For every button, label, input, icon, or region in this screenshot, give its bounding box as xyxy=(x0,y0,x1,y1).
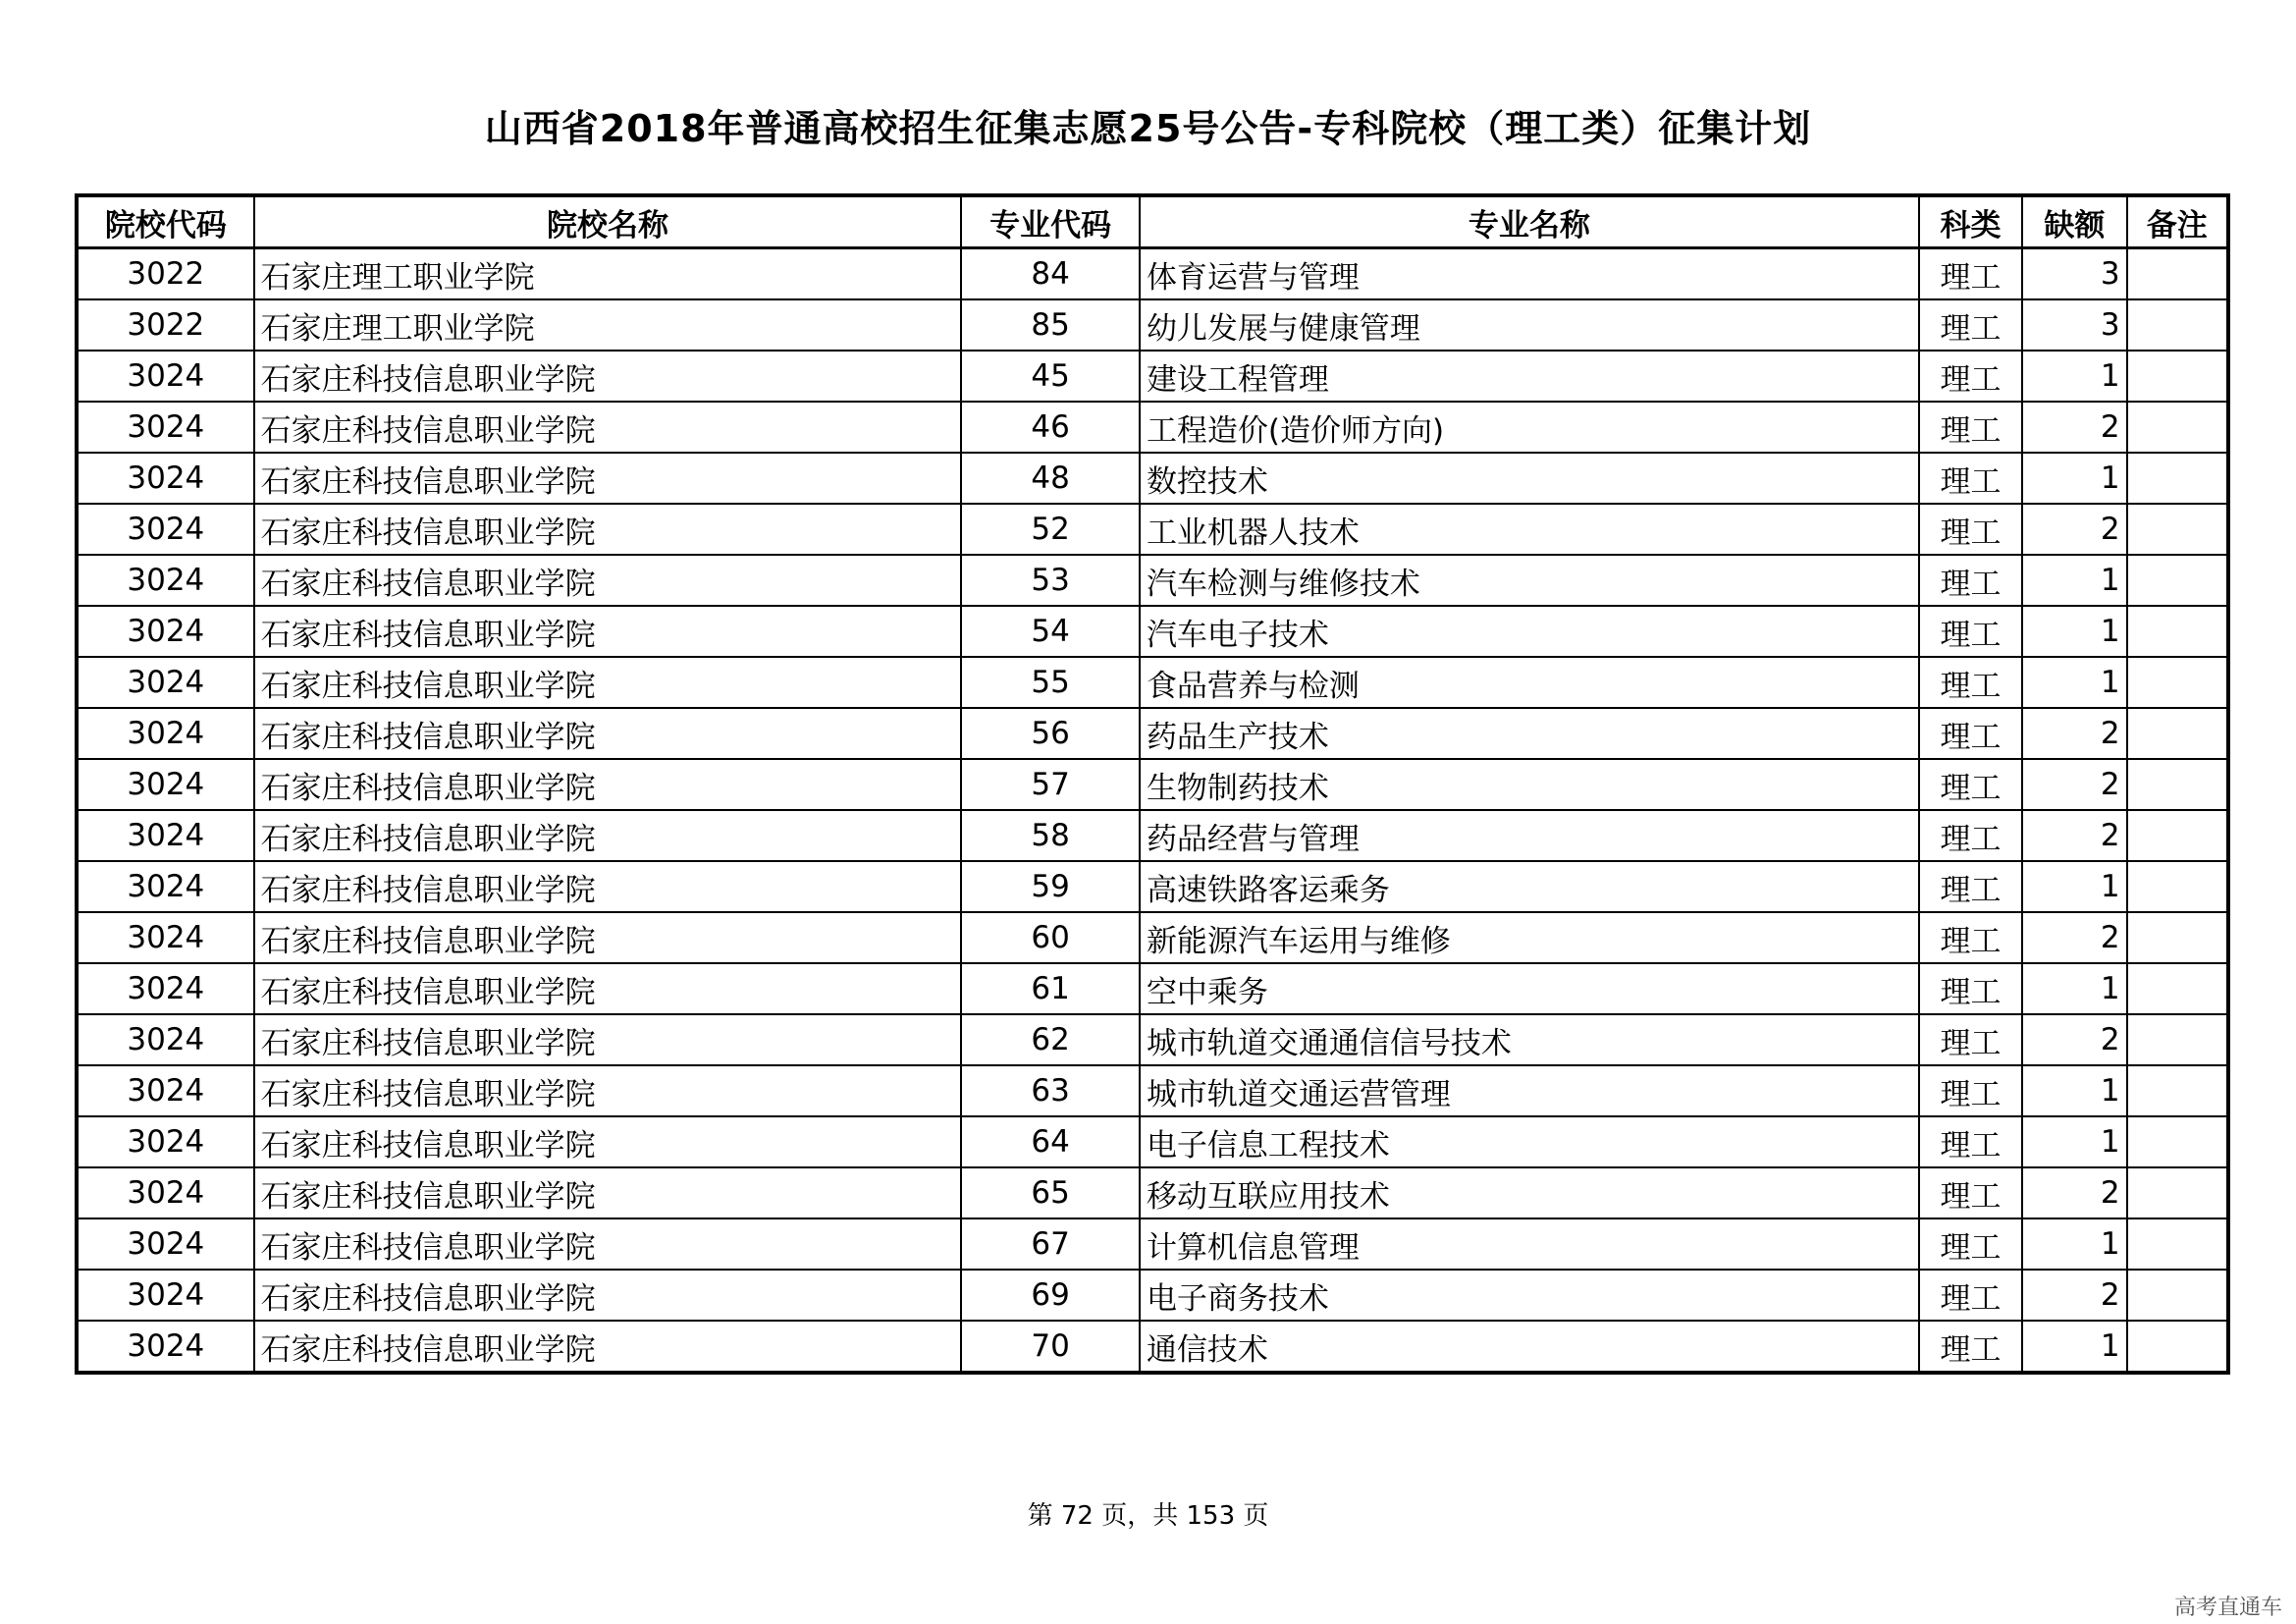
vacancy-cell: 1 xyxy=(2022,606,2126,657)
table-row xyxy=(77,402,2228,453)
table-row xyxy=(77,1065,2228,1116)
major-code-cell: 84 xyxy=(961,248,1140,300)
major-name-cell: 通信技术 xyxy=(1140,1321,1919,1373)
header-major-code: 专业代码 xyxy=(961,195,1140,248)
header-remarks: 备注 xyxy=(2127,195,2228,248)
table-row xyxy=(77,1116,2228,1167)
watermark: 高考直通车 xyxy=(2173,1596,2282,1620)
category-cell: 理工 xyxy=(1919,299,2022,351)
table-row xyxy=(77,453,2228,504)
school-name-cell: 石家庄科技信息职业学院 xyxy=(254,1321,962,1373)
vacancy-cell: 1 xyxy=(2022,963,2126,1014)
category-cell: 理工 xyxy=(1919,963,2022,1014)
major-code-cell: 56 xyxy=(961,708,1140,759)
vacancy-cell: 3 xyxy=(2022,248,2126,300)
header-vacancy: 缺额 xyxy=(2022,195,2126,248)
remarks-cell xyxy=(2127,1218,2228,1270)
vacancy-cell: 2 xyxy=(2022,1167,2126,1218)
major-name-cell: 体育运营与管理 xyxy=(1140,248,1919,300)
major-name-cell: 食品营养与检测 xyxy=(1140,657,1919,708)
major-code-cell: 57 xyxy=(961,759,1140,810)
major-name-cell: 药品生产技术 xyxy=(1140,708,1919,759)
table-row xyxy=(77,555,2228,606)
school-code-cell: 3024 xyxy=(77,1014,254,1065)
school-name-cell: 石家庄科技信息职业学院 xyxy=(254,657,962,708)
table-row xyxy=(77,1321,2228,1373)
school-code-cell: 3024 xyxy=(77,708,254,759)
table-row xyxy=(77,1014,2228,1065)
school-code-cell: 3024 xyxy=(77,351,254,402)
page-number: 第 72 页，共 153 页 xyxy=(1027,1501,1269,1531)
category-cell: 理工 xyxy=(1919,1014,2022,1065)
major-code-cell: 45 xyxy=(961,351,1140,402)
table-header-row xyxy=(77,195,2228,248)
remarks-cell xyxy=(2127,1270,2228,1321)
major-name-cell: 高速铁路客运乘务 xyxy=(1140,861,1919,912)
category-cell: 理工 xyxy=(1919,708,2022,759)
school-code-cell: 3024 xyxy=(77,1270,254,1321)
major-name-cell: 新能源汽车运用与维修 xyxy=(1140,912,1919,963)
category-cell: 理工 xyxy=(1919,759,2022,810)
table-row xyxy=(77,657,2228,708)
school-code-cell: 3024 xyxy=(77,1167,254,1218)
major-code-cell: 61 xyxy=(961,963,1140,1014)
remarks-cell xyxy=(2127,1116,2228,1167)
remarks-cell xyxy=(2127,504,2228,555)
school-code-cell: 3024 xyxy=(77,1116,254,1167)
remarks-cell xyxy=(2127,759,2228,810)
vacancy-cell: 1 xyxy=(2022,453,2126,504)
table-row xyxy=(77,708,2228,759)
school-code-cell: 3024 xyxy=(77,606,254,657)
vacancy-cell: 2 xyxy=(2022,810,2126,861)
school-code-cell: 3024 xyxy=(77,402,254,453)
table-row xyxy=(77,1270,2228,1321)
vacancy-cell: 1 xyxy=(2022,1065,2126,1116)
remarks-cell xyxy=(2127,963,2228,1014)
table-row xyxy=(77,1167,2228,1218)
remarks-cell xyxy=(2127,1167,2228,1218)
page-title: 山西省2018年普通高校招生征集志愿25号公告-专科院校（理工类）征集计划 xyxy=(484,107,1812,150)
school-code-cell: 3024 xyxy=(77,1065,254,1116)
header-school-code: 院校代码 xyxy=(77,195,254,248)
major-code-cell: 53 xyxy=(961,555,1140,606)
major-code-cell: 55 xyxy=(961,657,1140,708)
category-cell: 理工 xyxy=(1919,555,2022,606)
table-row xyxy=(77,504,2228,555)
table-row xyxy=(77,299,2228,351)
table-row xyxy=(77,606,2228,657)
table-row xyxy=(77,759,2228,810)
school-name-cell: 石家庄科技信息职业学院 xyxy=(254,606,962,657)
major-name-cell: 工业机器人技术 xyxy=(1140,504,1919,555)
major-code-cell: 60 xyxy=(961,912,1140,963)
remarks-cell xyxy=(2127,657,2228,708)
category-cell: 理工 xyxy=(1919,1167,2022,1218)
vacancy-cell: 1 xyxy=(2022,555,2126,606)
major-name-cell: 汽车电子技术 xyxy=(1140,606,1919,657)
school-code-cell: 3024 xyxy=(77,1218,254,1270)
category-cell: 理工 xyxy=(1919,657,2022,708)
vacancy-cell: 3 xyxy=(2022,299,2126,351)
category-cell: 理工 xyxy=(1919,1321,2022,1373)
table-row xyxy=(77,810,2228,861)
major-name-cell: 工程造价(造价师方向) xyxy=(1140,402,1919,453)
vacancy-cell: 1 xyxy=(2022,657,2126,708)
major-name-cell: 空中乘务 xyxy=(1140,963,1919,1014)
school-name-cell: 石家庄理工职业学院 xyxy=(254,248,962,300)
school-name-cell: 石家庄科技信息职业学院 xyxy=(254,708,962,759)
vacancy-cell: 2 xyxy=(2022,912,2126,963)
remarks-cell xyxy=(2127,912,2228,963)
major-code-cell: 69 xyxy=(961,1270,1140,1321)
vacancy-cell: 1 xyxy=(2022,1116,2126,1167)
school-name-cell: 石家庄科技信息职业学院 xyxy=(254,912,962,963)
header-major-name: 专业名称 xyxy=(1140,195,1919,248)
school-name-cell: 石家庄科技信息职业学院 xyxy=(254,453,962,504)
school-name-cell: 石家庄科技信息职业学院 xyxy=(254,861,962,912)
school-name-cell: 石家庄科技信息职业学院 xyxy=(254,1065,962,1116)
school-code-cell: 3024 xyxy=(77,453,254,504)
major-code-cell: 64 xyxy=(961,1116,1140,1167)
school-code-cell: 3024 xyxy=(77,504,254,555)
major-code-cell: 67 xyxy=(961,1218,1140,1270)
table-row xyxy=(77,963,2228,1014)
school-code-cell: 3024 xyxy=(77,555,254,606)
table-row xyxy=(77,861,2228,912)
vacancy-cell: 2 xyxy=(2022,759,2126,810)
major-code-cell: 52 xyxy=(961,504,1140,555)
major-code-cell: 62 xyxy=(961,1014,1140,1065)
vacancy-cell: 1 xyxy=(2022,861,2126,912)
school-code-cell: 3022 xyxy=(77,248,254,300)
category-cell: 理工 xyxy=(1919,606,2022,657)
vacancy-cell: 1 xyxy=(2022,1218,2126,1270)
major-name-cell: 药品经营与管理 xyxy=(1140,810,1919,861)
major-name-cell: 汽车检测与维修技术 xyxy=(1140,555,1919,606)
remarks-cell xyxy=(2127,248,2228,300)
table-row xyxy=(77,912,2228,963)
school-name-cell: 石家庄科技信息职业学院 xyxy=(254,555,962,606)
remarks-cell xyxy=(2127,1065,2228,1116)
remarks-cell xyxy=(2127,708,2228,759)
vacancy-cell: 2 xyxy=(2022,402,2126,453)
major-name-cell: 城市轨道交通通信信号技术 xyxy=(1140,1014,1919,1065)
vacancy-cell: 1 xyxy=(2022,351,2126,402)
school-code-cell: 3024 xyxy=(77,963,254,1014)
major-code-cell: 59 xyxy=(961,861,1140,912)
remarks-cell xyxy=(2127,606,2228,657)
major-name-cell: 电子信息工程技术 xyxy=(1140,1116,1919,1167)
major-name-cell: 生物制药技术 xyxy=(1140,759,1919,810)
major-code-cell: 63 xyxy=(961,1065,1140,1116)
school-name-cell: 石家庄科技信息职业学院 xyxy=(254,1014,962,1065)
major-code-cell: 85 xyxy=(961,299,1140,351)
school-code-cell: 3024 xyxy=(77,759,254,810)
header-school-name: 院校名称 xyxy=(254,195,962,248)
category-cell: 理工 xyxy=(1919,402,2022,453)
category-cell: 理工 xyxy=(1919,1116,2022,1167)
major-code-cell: 58 xyxy=(961,810,1140,861)
remarks-cell xyxy=(2127,351,2228,402)
school-name-cell: 石家庄科技信息职业学院 xyxy=(254,1270,962,1321)
table-row xyxy=(77,248,2228,300)
category-cell: 理工 xyxy=(1919,351,2022,402)
school-name-cell: 石家庄科技信息职业学院 xyxy=(254,1167,962,1218)
category-cell: 理工 xyxy=(1919,453,2022,504)
major-name-cell: 电子商务技术 xyxy=(1140,1270,1919,1321)
school-code-cell: 3024 xyxy=(77,810,254,861)
enrollment-plan-table xyxy=(75,193,2230,1375)
major-code-cell: 70 xyxy=(961,1321,1140,1373)
remarks-cell xyxy=(2127,810,2228,861)
major-code-cell: 65 xyxy=(961,1167,1140,1218)
major-code-cell: 54 xyxy=(961,606,1140,657)
school-code-cell: 3024 xyxy=(77,912,254,963)
remarks-cell xyxy=(2127,1321,2228,1373)
remarks-cell xyxy=(2127,861,2228,912)
vacancy-cell: 2 xyxy=(2022,1270,2126,1321)
major-name-cell: 移动互联应用技术 xyxy=(1140,1167,1919,1218)
major-code-cell: 46 xyxy=(961,402,1140,453)
remarks-cell xyxy=(2127,402,2228,453)
school-name-cell: 石家庄理工职业学院 xyxy=(254,299,962,351)
category-cell: 理工 xyxy=(1919,1065,2022,1116)
remarks-cell xyxy=(2127,299,2228,351)
school-code-cell: 3024 xyxy=(77,1321,254,1373)
category-cell: 理工 xyxy=(1919,504,2022,555)
major-name-cell: 数控技术 xyxy=(1140,453,1919,504)
school-name-cell: 石家庄科技信息职业学院 xyxy=(254,963,962,1014)
vacancy-cell: 2 xyxy=(2022,708,2126,759)
category-cell: 理工 xyxy=(1919,912,2022,963)
school-name-cell: 石家庄科技信息职业学院 xyxy=(254,810,962,861)
major-code-cell: 48 xyxy=(961,453,1140,504)
vacancy-cell: 2 xyxy=(2022,504,2126,555)
remarks-cell xyxy=(2127,453,2228,504)
major-name-cell: 幼儿发展与健康管理 xyxy=(1140,299,1919,351)
category-cell: 理工 xyxy=(1919,810,2022,861)
major-name-cell: 建设工程管理 xyxy=(1140,351,1919,402)
vacancy-cell: 2 xyxy=(2022,1014,2126,1065)
school-name-cell: 石家庄科技信息职业学院 xyxy=(254,402,962,453)
category-cell: 理工 xyxy=(1919,1218,2022,1270)
school-code-cell: 3022 xyxy=(77,299,254,351)
table-row xyxy=(77,1218,2228,1270)
category-cell: 理工 xyxy=(1919,248,2022,300)
school-code-cell: 3024 xyxy=(77,657,254,708)
major-name-cell: 计算机信息管理 xyxy=(1140,1218,1919,1270)
school-name-cell: 石家庄科技信息职业学院 xyxy=(254,759,962,810)
school-name-cell: 石家庄科技信息职业学院 xyxy=(254,351,962,402)
school-code-cell: 3024 xyxy=(77,861,254,912)
category-cell: 理工 xyxy=(1919,861,2022,912)
vacancy-cell: 1 xyxy=(2022,1321,2126,1373)
remarks-cell xyxy=(2127,1014,2228,1065)
table-row xyxy=(77,351,2228,402)
major-name-cell: 城市轨道交通运营管理 xyxy=(1140,1065,1919,1116)
school-name-cell: 石家庄科技信息职业学院 xyxy=(254,1116,962,1167)
category-cell: 理工 xyxy=(1919,1270,2022,1321)
remarks-cell xyxy=(2127,555,2228,606)
school-name-cell: 石家庄科技信息职业学院 xyxy=(254,1218,962,1270)
header-category: 科类 xyxy=(1919,195,2022,248)
school-name-cell: 石家庄科技信息职业学院 xyxy=(254,504,962,555)
